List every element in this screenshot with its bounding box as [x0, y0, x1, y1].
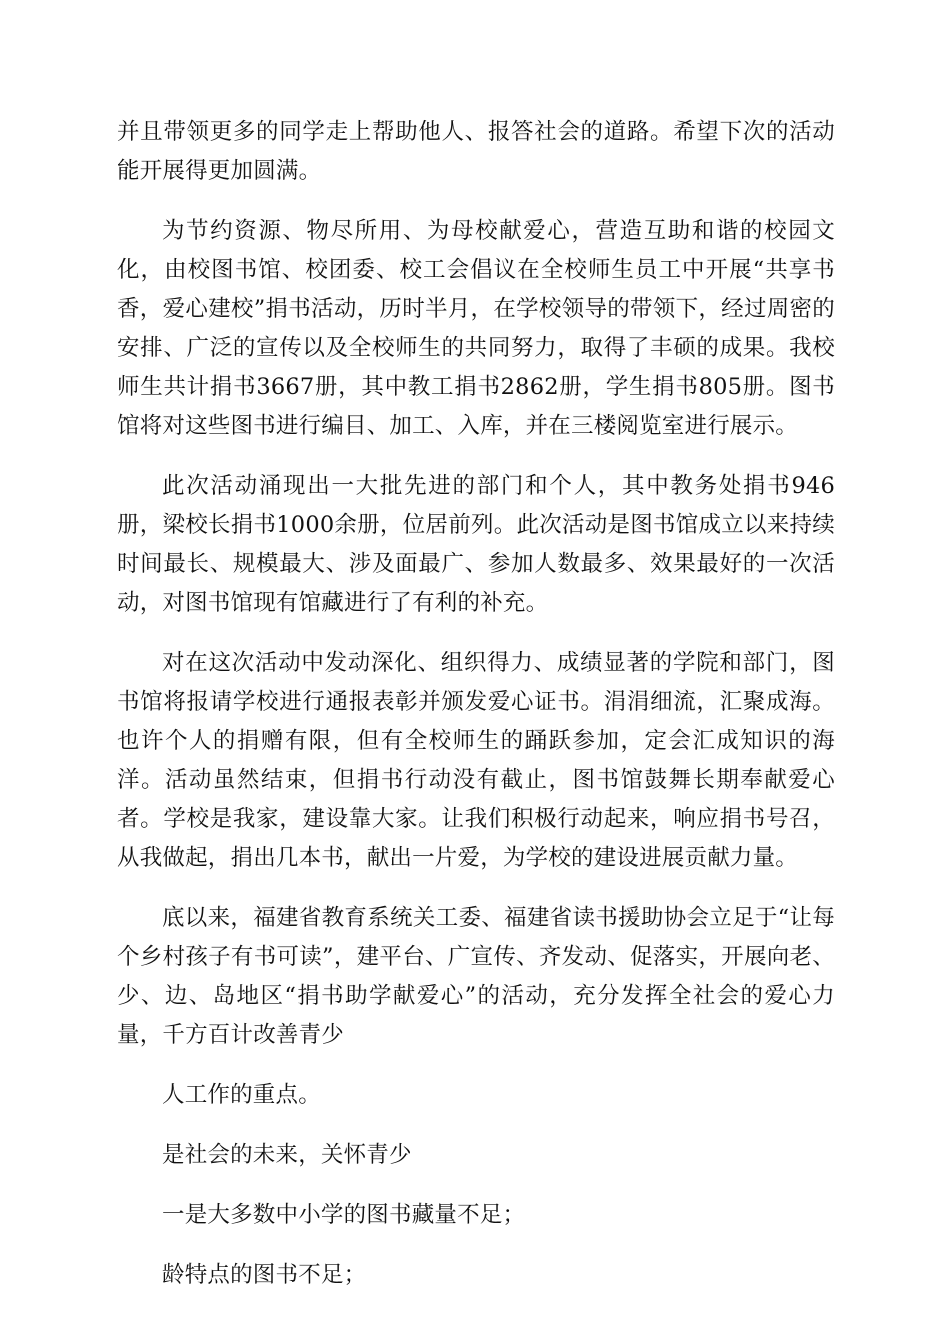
paragraph-fujian-activity: 底以来，福建省教育系统关工委、福建省读书援助协会立足于“让每个乡村孩子有书可读”，建平台、广宣传、齐发动、促落实，开展向老、少、边、岛地区“捐书助学献爱心”的活动，充分发挥全社会的爱心力量，千方百计改善青少	[117, 905, 835, 1048]
line-work-focus: 人工作的重点。	[162, 1082, 321, 1108]
line-future-of-society: 是社会的未来，关怀青少	[162, 1142, 412, 1168]
paragraph-commendation: 对在这次活动中发动深化、组织得力、成绩显著的学院和部门，图书馆将报请学校进行通报表彰并颁发爱心证书。涓涓细流，汇聚成海。也许个人的捐赠有限，但有全校师生的踊跃参加，定会汇成知识的海洋。活动虽然结束，但捐书行动没有截止，图书馆鼓舞长期奉献爱心者。学校是我家，建设靠大家。让我们积极行动起来，响应捐书号召，从我做起，捐出几本书，献出一片爱，为学校的建设进展贡献力量。	[117, 650, 835, 871]
line-age-appropriate-books: 龄特点的图书不足；	[162, 1262, 367, 1288]
paragraph-continuation: 并且带领更多的同学走上帮助他人、报答社会的道路。希望下次的活动能开展得更加圆满。	[117, 119, 835, 184]
paragraph-book-donation-intro: 为节约资源、物尽所用、为母校献爱心，营造互助和谐的校园文化，由校图书馆、校团委、校工会倡议在全校师生员工中开展“共享书香，爱心建校”捐书活动，历时半月，在学校领导的带领下，经过周密的安排、广泛的宣传以及全校师生的共同努力，取得了丰硕的成果。我校师生共计捐书3667册，其中教工捐书2862册，学生捐书805册。图书馆将对这些图书进行编目、加工、入库，并在三楼阅览室进行展示。	[117, 218, 835, 439]
line-insufficient-collection: 一是大多数中小学的图书藏量不足；	[162, 1202, 526, 1228]
paragraph-advanced-departments: 此次活动涌现出一大批先进的部门和个人，其中教务处捐书946册，梁校长捐书1000余册，位居前列。此次活动是图书馆成立以来持续时间最长、规模最大、涉及面最广、参加人数最多、效果最好的一次活动，对图书馆现有馆藏进行了有利的补充。	[117, 473, 835, 616]
document-body	[117, 113, 835, 1316]
